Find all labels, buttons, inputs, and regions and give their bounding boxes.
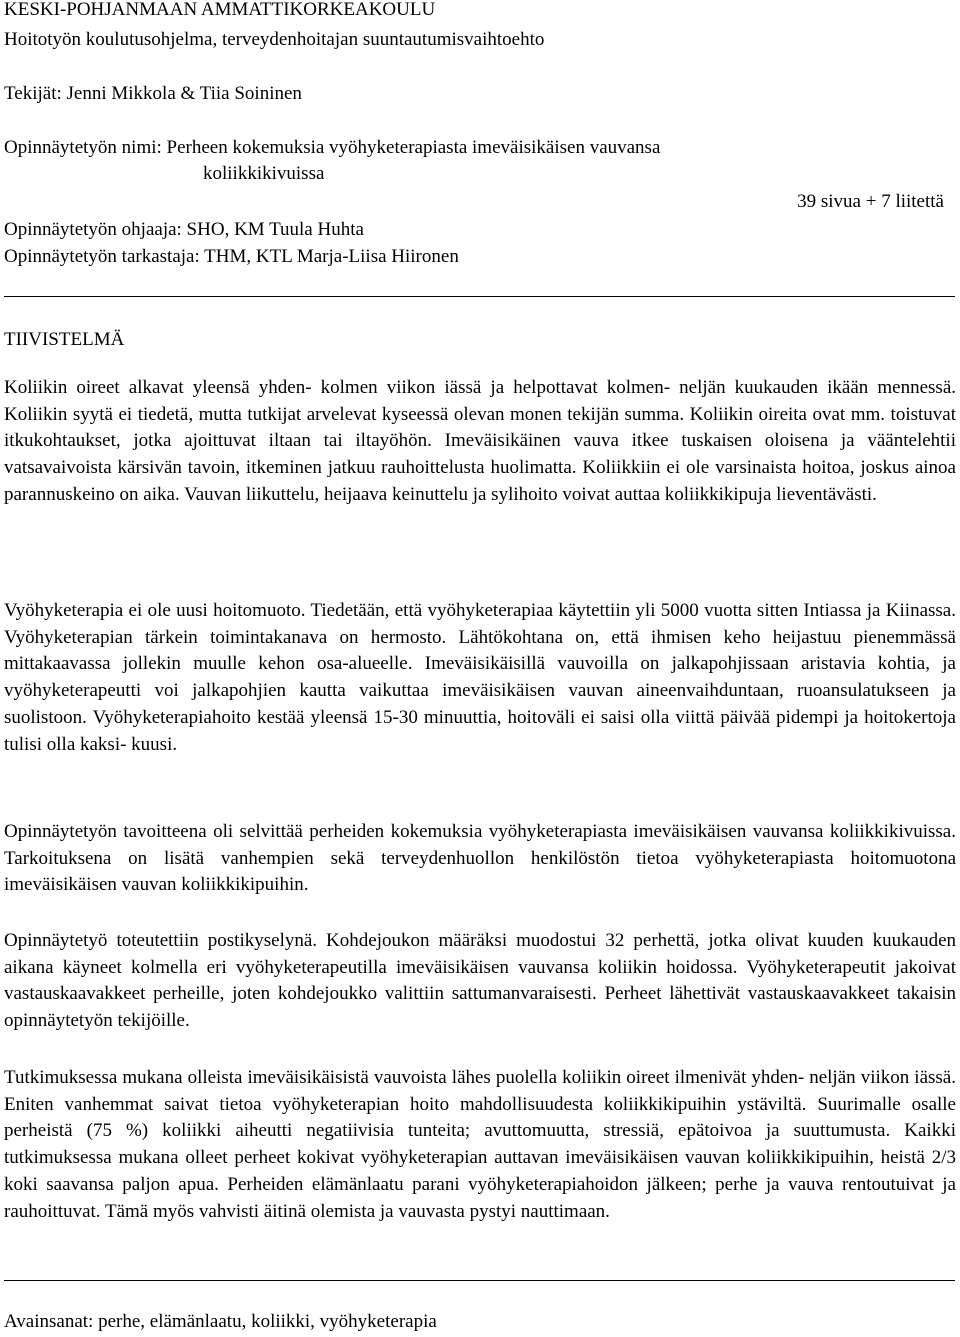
supervisor-line: Opinnäytetyön ohjaaja: SHO, KM Tuula Huhta [4,219,364,240]
thesis-title-block [4,136,660,160]
programme-line: Hoitotyön koulutusohjelma, terveydenhoitajan suuntautumisvaihtoehto [4,29,545,50]
abstract-paragraph-4: Opinnäytetyö toteutettiin postikyselynä. Kohdejoukon määräksi muodostui 32 perhettä, jotka olivat kuuden kuukauden aikana käyneet kolmella eri vyöhyketerapeutilla imeväisikäisen vauvansa koliikin hoidossa. Vyöhyketerapeutit jakoivat vastauskaavakkeet perheille, joten kohdejoukko valittiin sattumanvaraisesti. Perheet lähettivät vastauskaavakkeet takaisin opinnäytetyön tekijöille. [4,930,956,1032]
abstract-paragraph-2: Vyöhyketerapia ei ole uusi hoitomuoto. Tiedetään, että vyöhyketerapiaa käytettiin yli 5000 vuotta sitten Intiassa ja Kiinassa. Vyöhyketerapian tärkein toimintakanava on hermosto. Lähtökohtana on, että ihmisen keho heijastuu pienemmässä mittakaavassa jollekin muulle kehon osa-alueelle. Imeväisikäisillä vauvoilla on jalkapohjissaan aristavia kohtia, ja vyöhyketerapeutti voi jalkapohjien kautta vaikuttaa imeväisikäisen vauvan aineenvaihduntaan, ruoansulatukseen ja suolistoon. Vyöhyketerapiahoito kestää yleensä 15-30 minuuttia, hoitoväli ei saisi olla viittä päivää pidempi ja hoitokertoja tulisi olla kaksi- kuusi. [4,600,956,755]
abstract-heading: TIIVISTELMÄ [4,329,125,350]
examiner-line: Opinnäytetyön tarkastaja: THM, KTL Marja-Liisa Hiironen [4,246,459,267]
thesis-title-continuation: koliikkikivuissa [203,163,325,184]
keywords-line: Avainsanat: perhe, elämänlaatu, koliikki, vyöhyketerapia [4,1311,437,1332]
school-name: KESKI-POHJANMAAN AMMATTIKORKEAKOULU [4,0,436,20]
abstract-paragraph-3: Opinnäytetyön tavoitteena oli selvittää perheiden kokemuksia vyöhyketerapiasta imeväisikäisen vauvansa koliikkikivuissa. Tarkoituksena on lisätä vanhempien sekä terveydenhuollon henkilöstön tietoa vyöhyketerapiasta hoitomuotona imeväisikäisen vauvan koliikkikipuihin. [4,821,956,896]
authors-line: Tekijät: Jenni Mikkola & Tiia Soininen [4,83,302,104]
abstract-paragraph-5: Tutkimuksessa mukana olleista imeväisikäisistä vauvoista lähes puolella koliikin oireet ilmenivät yhden- neljän viikon iässä. Eniten vanhemmat saivat tietoa vyöhyketerapian hoito mahdollisuudesta koliikkikipuihin ystäviltä. Suurimalle osalle perheistä (75 %) koliikki aiheutti negatiivisia tunteita; avuttomuutta, stressiä, epätoivoa ja suuttumusta. Kaikki tutkimuksessa mukana olleet perheet kokivat vyöhyketerapian auttavan imeväisikäisen vauvan koliikkikipuihin, heistä 2/3 koki saavansa paljon apua. Perheiden elämänlaatu parani vyöhyketerapiahoidon jälkeen; perhe ja vauva rentoutuivat ja rauhoittuvat. Tämä myös vahvisti äitinä olemista ja vauvasta pystyi nauttimaan. [4,1067,956,1222]
page-count: 39 sivua + 7 liitettä [797,191,944,212]
bottom-divider [4,1280,955,1281]
thesis-title-text: Perheen kokemuksia vyöhyketerapiasta imeväisikäisen vauvansa [166,137,661,158]
abstract-paragraph-1: Koliikin oireet alkavat yleensä yhden- kolmen viikon iässä ja helpottavat kolmen- neljän kuukauden ikään mennessä. Koliikin syytä ei tiedetä, mutta tutkijat arvelevat kyseessä olevan monen tekijän summa. Koliikin oireita ovat mm. toistuvat itkukohtaukset, jotka ajoittuvat iltaan tai iltayöhön. Imeväisikäinen vauva itkee tuskaisen oloisena ja vääntelehtii vatsavaivoista kärsivän tavoin, itkeminen jatkuu rauhoittelusta huolimatta. Koliikkiin ei ole varsinaista hoitoa, joskus ainoa parannuskeino on aika. Vauvan liikuttelu, heijaava keinuttelu ja sylihoito voivat auttaa koliikkikipuja lieventävästi. [4,377,956,505]
thesis-title-label: Opinnäytetyön nimi: [4,137,162,158]
top-divider [4,296,955,297]
